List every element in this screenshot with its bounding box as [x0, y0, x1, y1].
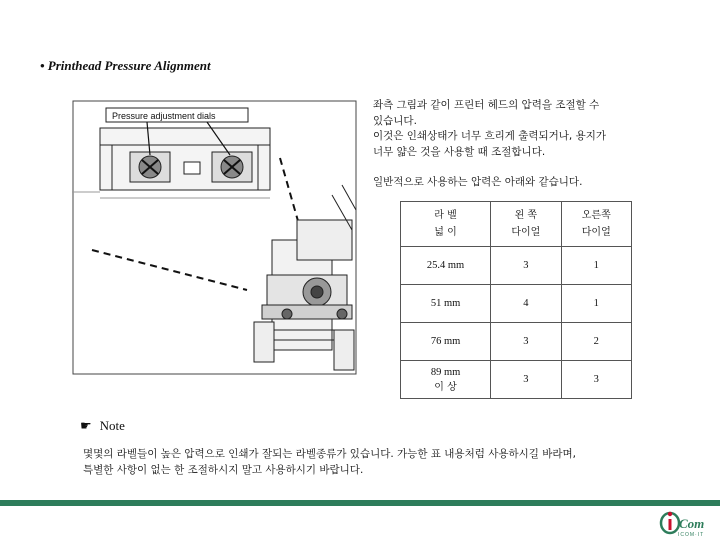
cell-width: 25.4 mm [401, 247, 491, 285]
cell-width: 51 mm [401, 285, 491, 323]
description-line: 일반적으로 사용하는 압력은 아래와 같습니다. [373, 176, 583, 188]
pressure-table [400, 201, 632, 399]
company-logo [658, 510, 714, 538]
cell-left: 3 [491, 323, 561, 361]
printer-illustration [72, 100, 357, 375]
cell-left: 4 [491, 285, 561, 323]
table-row [401, 285, 632, 323]
description-line: 있습니다. [373, 114, 417, 127]
note-label: Note [99, 418, 125, 433]
cell-right: 1 [561, 247, 631, 285]
pointing-hand-icon: ☛ [80, 418, 92, 434]
note-heading [80, 418, 125, 434]
header-left-dial: 왼 쪽 다이얼 [491, 202, 561, 247]
cell-left: 3 [491, 361, 561, 399]
note-text [83, 446, 693, 478]
callout-label: Pressure adjustment dials [112, 111, 216, 121]
note-line: 특별한 사항이 없는 한 조절하시지 말고 사용하시기 바랍니다. [83, 464, 364, 476]
cell-left: 3 [491, 247, 561, 285]
cell-right: 1 [561, 285, 631, 323]
cell-width: 76 mm [401, 323, 491, 361]
footer-bar [0, 500, 720, 506]
printhead-closeup [72, 128, 270, 198]
printer-mechanism [254, 185, 356, 370]
table-row [401, 361, 632, 399]
table-header-row [401, 202, 632, 247]
header-label-width: 라 벨 넓 이 [401, 202, 491, 247]
description-line: 너무 얇은 것을 사용할 때 조절합니다. [373, 145, 546, 158]
page-title: • Printhead Pressure Alignment [40, 58, 211, 73]
cell-width: 89 mm 이 상 [401, 361, 491, 399]
svg-text:ICOM·IT: ICOM·IT [678, 532, 705, 538]
cell-right: 2 [561, 323, 631, 361]
header-right-dial: 오른쪽 다이얼 [561, 202, 631, 247]
description-line: 이것은 인쇄상태가 너무 흐리게 출력되거나, 용지가 [373, 130, 607, 142]
cell-right: 3 [561, 361, 631, 399]
description-line: 좌측 그림과 같이 프린터 헤드의 압력을 조절할 수 [373, 99, 600, 111]
note-line: 몇몇의 라벨들이 높은 압력으로 인쇄가 잘되는 라벨종류가 있습니다. 가능한 표 내용처럼 사용하시길 바라며, [83, 448, 577, 460]
table-row [401, 323, 632, 361]
svg-text:Com: Com [679, 516, 705, 531]
description [373, 98, 673, 191]
table-row [401, 247, 632, 285]
